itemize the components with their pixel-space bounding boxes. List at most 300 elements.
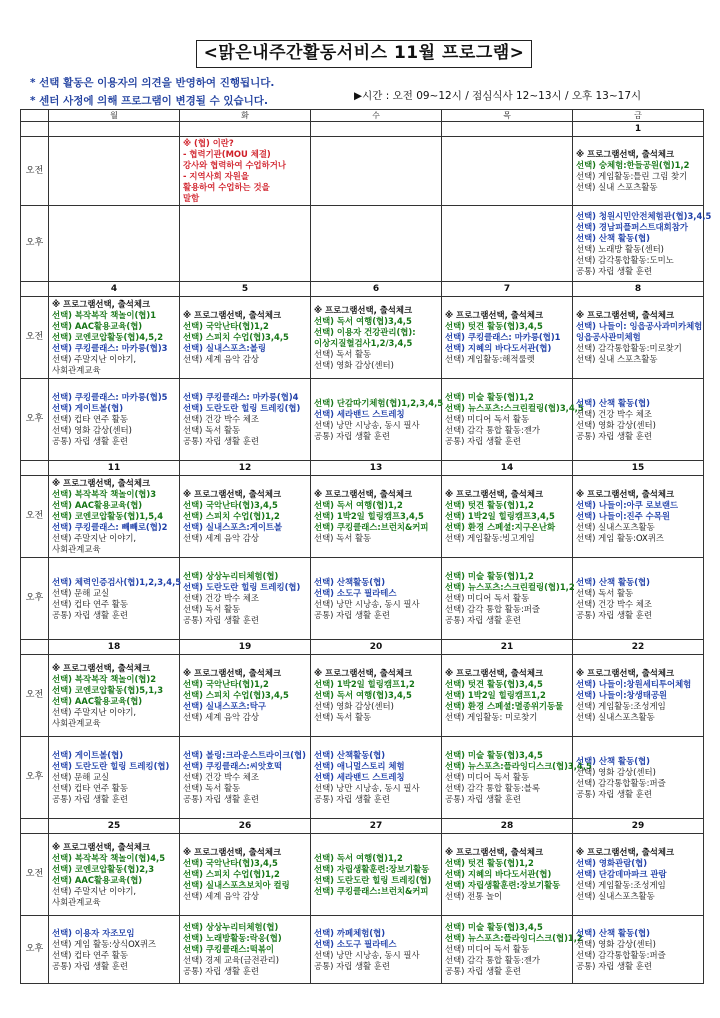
morning-program-cell [180,655,311,737]
afternoon-program-cell [442,379,584,461]
program-line: 선택) 실내스포츠활동 [576,712,655,722]
afternoon-program-cell [573,916,704,984]
program-line: 선택) 지혜의 바다도서관(협) [445,343,552,353]
program-line: 사회관계교육 [52,717,101,728]
program-line: 선택) 독서 활동 [183,783,241,793]
program-line: ※ 프로그램선택, 출석체크 [445,489,544,499]
program-line: 선택) 단감따기체험(협)1,2,3,4,5 [314,397,444,408]
program-line: 선택) 주말지난 이야기, [52,533,137,543]
corner-cell [21,110,49,122]
program-line: 선택) 스피치 수업(협)3,4,5 [183,332,289,342]
afternoon-program-cell [180,206,311,282]
morning-program-cell [49,834,180,916]
program-line: 선택) 산책활동(협) [314,576,386,587]
program-line: 사회관계교육 [52,896,101,907]
page-title: <맑은내주간활동서비스 11월 프로그램> [196,40,532,68]
date-cell: 14 [442,461,573,476]
program-line: ※ 프로그램선택, 출석체크 [314,304,413,315]
morning-program-cell [573,655,704,737]
program-line: 선택) 낭만 시낭송, 동시 필사 [314,949,420,960]
program-line: 공통) 자립 생활 훈련 [445,436,521,446]
session-label: 오전 [21,476,49,558]
program-line: 선택) 독서 활동 [183,425,241,435]
program-line: 선택) 쿠킹클래스: 빼빼로(협)2 [52,522,168,532]
program-line: 말함 [183,193,200,203]
program-line: 공통) 자립 생활 훈련 [314,960,390,971]
date-cell: 5 [180,282,311,297]
morning-program-cell [49,655,180,737]
program-line: 선택) 게임활동: 미로찾기 [445,712,538,722]
program-line: ※ 프로그램선택, 출석체크 [183,668,282,678]
program-line: 선택) 주말지난 이야기, [52,706,137,717]
program-line: 선택) 컵타 연주 활동 [52,949,128,960]
afternoon-program-cell [180,916,311,984]
program-line: ※ 프로그램선택, 출석체크 [183,489,282,499]
program-line: 선택) 복작복작 책놀이(협)3 [52,489,157,499]
program-calendar [20,109,712,984]
afternoon-program-cell [311,206,442,282]
program-line: 선택) 실내스포츠활동 [576,891,655,901]
program-line: 강사와 협력하여 수업하거나 [183,160,286,170]
program-line: 선택) 미디어 독서 활동 [445,944,530,954]
program-line: 선택) 산책 활동(협) [576,576,650,587]
program-line: 선택) 텃견 활동(협)3,4,5 [445,679,543,689]
session-label: 오전 [21,655,49,737]
morning-program-cell [311,137,442,206]
morning-row [21,137,704,206]
afternoon-program-cell [573,737,704,819]
date-cell: 21 [442,640,573,655]
morning-program-cell [180,137,311,206]
date-row [21,640,704,655]
program-line: 선택) 도란도란 힐링 트레킹(협) [183,582,301,592]
date-row [21,282,704,297]
weekday-header: 수 [311,110,442,122]
session-label: 오후 [21,206,49,282]
notice-line: * 선택 활동은 이용자의 의견을 반영하여 진행됩니다. [30,77,275,89]
program-line: 선택) 나들이:창생태공원 [576,690,667,700]
program-line: 선택) 실내스포츠보치아 컬링 [183,880,290,890]
program-line: 선택) 나들이:창원세티투어체험 [576,679,692,689]
program-line: 선택) 스피치 수업(협)1,2 [183,869,280,879]
program-line: 선택) 영화 감상(센터) [52,425,132,435]
program-line: 선택) 실내스포츠:볼링 [183,343,266,353]
program-line: 선택) 텃견 활동(협)1,2 [445,500,534,510]
session-label: 오후 [21,379,49,461]
program-line: 공통) 자립 생활 훈련 [52,794,128,804]
weekday-header: 금 [573,110,704,122]
program-line: 선택) 영화관람(협) [576,858,648,868]
date-cell: 22 [573,640,704,655]
program-line: ※ 프로그램선택, 출석체크 [183,847,282,857]
program-line: 선택) 이용자 자조모임 [52,927,135,938]
program-line: ※ 프로그램선택, 출석체크 [576,668,675,678]
afternoon-program-cell [49,916,180,984]
program-line: 선택) 산책 활동(협) [576,927,650,938]
date-cell: 4 [49,282,180,297]
program-line: ※ 프로그램선택, 출석체크 [52,299,151,309]
program-line: 선택) 실내 스포츠활동 [576,182,658,192]
program-line: 선택) 도란도란 힐링 트레킹(협) [183,403,301,413]
program-line: 선택) 감각 통합 활동:퍼즐 [445,604,540,614]
program-line: 선택) 도란도란 힐링 트레킹(협) [52,761,170,771]
program-line: 공통) 자립 생활 훈련 [183,966,259,976]
program-line: 공통) 자립 생활 훈련 [576,960,652,971]
program-line: 선택) 이용자 건강관리(협): [314,326,416,337]
weekday-header: 목 [442,110,573,122]
afternoon-program-cell [180,737,311,819]
program-line: 선택) 스피치 수업(협)1,2 [183,511,280,521]
program-line: 선택) AAC활용교육(협) [52,321,143,331]
morning-program-cell [573,834,704,916]
program-line: 선택) 독서 활동 [314,712,372,722]
session-label: 오후 [21,916,49,984]
date-cell: 25 [49,819,180,834]
program-line: 선택) 1박2일 힐링캠프1,2 [445,690,546,700]
program-line: 선택) 청원시민안전체험관(협)3,4,5 [576,210,712,221]
program-line: 선택) 건강 박수 체조 [576,598,652,609]
morning-row [21,476,704,558]
date-corner-cell [21,461,49,476]
afternoon-program-cell [180,379,311,461]
date-cell: 8 [573,282,704,297]
afternoon-program-cell [442,558,573,640]
program-line: 선택) 감각 통합 활동:젠가 [445,955,540,965]
program-line: 공통) 자립 생활 훈련 [183,436,259,446]
program-line: 선택) 영화 감상(센터) [314,701,394,711]
program-line: 선택) 국악난타(협)1,2 [183,321,269,331]
program-line: 선택) 미술 활동(협)3,4,5 [445,750,543,760]
afternoon-row [21,379,704,461]
program-line: 공통) 자립 생활 훈련 [52,960,128,971]
session-label: 오후 [21,558,49,640]
program-line: 선택) 스피치 수업(협)3,4,5 [183,690,289,700]
program-line: 공통) 자립 생활 훈련 [52,609,128,620]
date-row [21,461,704,476]
program-line: 선택) 산책활동(협) [314,750,386,760]
program-line: 선택) 도란도란 힐링 트레킹(협) [314,874,432,885]
program-line: 선택) 코엔코압활동(협)5,1,3 [52,684,164,695]
program-line: 선택) 까페체험(협) [314,927,386,938]
program-line: 선택) 실내스포츠:게이트볼 [183,522,283,532]
program-line: ※ 프로그램선택, 출석체크 [445,310,544,320]
program-line: 선택) 독서 여행(협)3,4,5 [314,315,412,326]
morning-program-cell [442,834,573,916]
program-line: 선택) 쿠킹클래스:브런치&커피 [314,522,429,532]
morning-program-cell [311,297,442,379]
weekday-header: 화 [180,110,311,122]
program-line: 선택) 자립생활훈련:장보기활동 [445,880,561,890]
program-line: 사회관계교육 [52,365,101,375]
program-line: 선택) 애니멀스토리 체험 [314,761,405,771]
program-line: 선택) 감각통합활동:퍼즐 [576,777,666,788]
program-line: 선택) 쿠킹클래스: 마카롱(협)3 [52,343,168,353]
program-line: 선택) 게임 활동:상식OX퀴즈 [52,938,157,949]
program-line: 선택) 환경 스페셜:멸종위기동물 [445,701,564,711]
program-line: 선택) 문해 교실 [52,772,110,782]
program-line: 선택) 환경 스페셜:지구온난화 [445,522,556,532]
date-cell: 28 [442,819,573,834]
morning-row [21,834,704,916]
date-cell: 26 [180,819,311,834]
program-line: 선택) 나들이: 잉읍공사과미카체험 [576,321,703,331]
program-line: ※ (협) 이란? [183,138,234,148]
program-line: 선택) 세라밴드 스트레칭 [314,408,405,419]
program-line: 사회관계교육 [52,544,101,554]
afternoon-program-cell [442,737,592,819]
afternoon-program-cell [180,558,311,640]
program-line: 선택) 코엔코압활동(협)1,5,4 [52,511,164,521]
program-line: 공통) 자립 생활 훈련 [576,265,652,276]
afternoon-row [21,206,704,282]
date-row [21,819,704,834]
program-line: 선택) 실내 스포츠활동 [576,354,658,364]
morning-program-cell [49,297,180,379]
date-cell: 20 [311,640,442,655]
program-line: 선택) 경남피플퍼스트대회참가 [576,221,688,232]
program-line: 공통) 자립 생활 훈련 [445,615,521,625]
program-line: 선택) 실내스포츠:탁구 [183,701,266,711]
afternoon-program-cell [573,206,712,282]
date-corner-cell [21,640,49,655]
program-line: 선택) 미술 활동(협)3,4,5 [445,922,543,932]
program-line: 선택) 뉴스포츠:스크린컬링(협)1,2 [445,582,575,592]
hours-info: ▶시간 : 오전 09~12시 / 점심식사 12~13시 / 오후 13~17시 [354,90,642,102]
date-cell: 12 [180,461,311,476]
program-line: - 협력기관(MOU 체결) [183,149,271,159]
date-cell: 1 [573,122,704,137]
program-line: 선택) 게임활동:틀린 그림 찾기 [576,171,688,181]
program-line: 선택) 미디어 독서 활동 [445,593,530,603]
program-line: 선택) 뉴스포츠:스크린컬링(협)3,4,5 [445,403,584,413]
program-line: 선택) 쿠킹클래스:떡볶이 [183,944,274,954]
session-label: 오전 [21,137,49,206]
weekday-header-row [21,110,704,122]
program-line: 선택) 미술 활동(협)1,2 [445,571,534,581]
program-line: 선택) 상상누리터체험(협) [183,922,279,932]
morning-program-cell [49,137,180,206]
session-label: 오전 [21,297,49,379]
program-line: 선택) 낭만 시낭송, 동시 필사 [314,598,420,609]
program-line: 공통) 자립 생활 훈련 [314,794,390,804]
afternoon-program-cell [49,206,180,282]
program-line: 선택) 게이트볼(협) [52,403,124,413]
program-line: 잉읍공사관미체험 [576,332,641,342]
date-cell: 19 [180,640,311,655]
program-line: ※ 프로그램선택, 출석체크 [576,847,675,857]
program-line: 선택) 뉴스포츠:플라잉디스크(협)3,4,5 [445,761,592,771]
afternoon-program-cell [573,558,704,640]
program-line: 선택) 쿠킹클래스: 마카롱(협)5 [52,392,168,402]
program-line: ※ 프로그램선택, 출석체크 [576,149,675,159]
program-line: 선택) 상상누리터체험(협) [183,571,279,581]
program-line: 선택) 국악난타(협)3,4,5 [183,500,278,510]
program-line: 선택) 독서 활동 [576,587,634,598]
date-cell [49,122,180,137]
morning-program-cell [311,834,442,916]
program-line: 선택) 건강 박수 체조 [183,772,259,782]
program-line: 선택) 낭만 시낭송, 동시 필사 [314,783,420,793]
program-line: 선택) 독서 여행(협)1,2 [314,500,403,510]
program-line: 선택) 감각통합활동:퍼즐 [576,949,666,960]
program-line: ※ 프로그램선택, 출석체크 [183,310,282,320]
date-corner-cell [21,122,49,137]
program-line: 선택) 게이트볼(협) [52,750,124,760]
program-line: 선택) 1박2일 힐링캠프1,2 [314,679,415,689]
afternoon-program-cell [311,558,442,640]
program-line: 선택) 건강 박수 체조 [576,408,652,419]
date-cell: 6 [311,282,442,297]
program-line: 선택) 뉴스포츠:플라잉디스크(협)1,2 [445,933,583,943]
program-line: 선택) 노래방 활동(센터) [576,243,664,254]
program-line: 선택) 컵타 연주 활동 [52,783,128,793]
program-line: 선택) 게임 활동:OX퀴즈 [576,533,664,543]
program-line: 선택) 단감데마파크 관람 [576,869,667,879]
morning-program-cell [180,297,311,379]
program-line: 선택) 1박2일 힐링캠프3,4,5 [445,511,555,521]
program-line: 선택) 감각통합활동:미로찾기 [576,343,682,353]
program-line: 공통) 자립 생활 훈련 [314,609,390,620]
weekday-header: 월 [49,110,180,122]
morning-program-cell [573,297,704,379]
afternoon-program-cell [311,737,442,819]
date-cell: 29 [573,819,704,834]
program-line: 선택) 세계 음악 감상 [183,533,259,543]
program-line: 선택) 독서 여행(협)3,4,5 [314,690,412,700]
date-cell: 27 [311,819,442,834]
program-line: 선택) 게임활동:빙고게임 [445,533,535,543]
afternoon-program-cell [49,737,180,819]
program-line: 선택) 감각통합활동:도미노 [576,254,674,265]
program-line: 선택) 건강 박수 체조 [183,414,259,424]
program-line: 선택) 지혜의 바다도서관(협) [445,869,552,879]
afternoon-program-cell [311,379,442,461]
program-line: 선택) 국악난타(협)1,2 [183,679,269,689]
program-line: 선택) 복작복작 책놀이(협)1 [52,310,157,320]
program-line: 선택) 건강 박수 체조 [183,593,259,603]
program-line: 선택) 주말지난 이야기, [52,885,137,896]
date-cell: 18 [49,640,180,655]
program-line: ※ 프로그램선택, 출석체크 [576,489,675,499]
program-line: 선택) 쿠킹클래스:씨앗호떡 [183,761,283,771]
program-line: 선택) 복작복작 책놀이(협)4,5 [52,852,166,863]
program-line: 선택) 문해 교실 [52,587,110,598]
program-line: 선택) 산책 활동(협) [576,397,650,408]
program-line: 선택) 소도구 필라테스 [314,938,397,949]
program-line: 선택) 체력인증검사(협)1,2,3,4,5 [52,576,182,587]
program-line: 선택) 영화 감상(센터) [576,766,656,777]
program-line: 선택) 미술 활동(협)1,2 [445,392,534,402]
program-line: 선택) 텃견 활동(협)1,2 [445,858,534,868]
morning-row [21,297,704,379]
morning-program-cell [311,655,442,737]
afternoon-row [21,737,704,819]
program-line: 공통) 자립 생활 훈련 [183,615,259,625]
program-line: ※ 프로그램선택, 출석체크 [52,841,151,852]
date-corner-cell [21,819,49,834]
program-line: 선택) 영화 감상(센터) [576,938,656,949]
program-line: 선택) 감각 통합 활동:젠가 [445,425,540,435]
morning-program-cell [49,476,180,558]
morning-program-cell [311,476,442,558]
date-cell: 7 [442,282,573,297]
date-cell [311,122,442,137]
morning-program-cell [442,297,573,379]
program-line: 선택) AAC활용교육(협) [52,695,143,706]
program-line: - 지역사회 자원을 [183,171,249,181]
program-line: 선택) 게임활동:조성게임 [576,701,666,711]
morning-program-cell [180,476,311,558]
program-line: 선택) 코엔코압활동(협)4,5,2 [52,332,164,342]
morning-program-cell [573,137,704,206]
program-line: 공통) 자립 생활 훈련 [576,430,652,441]
program-line: 선택) 게임활동:조성게임 [576,880,666,890]
program-line: 선택) 자립생활훈련:장보기활동 [314,863,430,874]
program-line: 선택) 숭체험:한들공원(협)1,2 [576,160,690,170]
program-line: 선택) 노래방활동:락옹(협) [183,933,282,943]
afternoon-program-cell [311,916,442,984]
program-line: 이상지질혈검사1,2/3,4,5 [314,337,413,348]
program-line: 공통) 자립 생활 훈련 [314,430,390,441]
program-line: ※ 프로그램선택, 출석체크 [445,668,544,678]
program-line: 선택) 전통 놀이 [445,891,503,901]
afternoon-program-cell [442,916,583,984]
program-line: 선택) 감각 통합 활동:블록 [445,783,540,793]
afternoon-program-cell [442,206,573,282]
program-line: 공통) 자립 생활 훈련 [445,966,521,976]
program-line: 공통) 자립 생활 훈련 [52,436,128,446]
program-line: ※ 프로그램선택, 출석체크 [314,668,413,678]
program-line: 선택) 텃견 활동(협)3,4,5 [445,321,543,331]
program-line: 선택) 미디어 독서 활동 [445,414,530,424]
afternoon-program-cell [573,379,704,461]
program-line: 선택) 산책 활동(협) [576,232,650,243]
program-line: 선택) 국악난타(협)3,4,5 [183,858,278,868]
program-line: 선택) 쿠킹클래스:브런치&커피 [314,885,429,896]
date-row [21,122,704,137]
date-cell: 15 [573,461,704,476]
morning-program-cell [573,476,704,558]
notice-line: * 센터 사정에 의해 프로그램이 변경될 수 있습니다. [30,95,268,107]
program-line: 공통) 자립 생활 훈련 [183,794,259,804]
morning-program-cell [180,834,311,916]
session-label: 오후 [21,737,49,819]
program-line: 공통) 자립 생활 훈련 [576,788,652,799]
program-line: 선택) 코엔코압활동(협)2,3 [52,863,155,874]
afternoon-row [21,558,704,640]
program-line: 선택) 나들이:아쿠 로보랜드 [576,500,679,510]
program-line: 선택) 낭만 시낭송, 동시 필사 [314,419,420,430]
program-line: 선택) 산책 활동(협) [576,755,650,766]
program-line: 선택) 컵타 연주 활동 [52,598,128,609]
program-line: ※ 프로그램선택, 출석체크 [314,489,413,499]
program-line: 선택) AAC활용교육(협) [52,874,143,885]
program-line: 선택) 주말지난 이야기, [52,354,137,364]
program-line: 선택) 세라밴드 스트레칭 [314,772,405,782]
morning-program-cell [442,476,573,558]
program-line: 선택) 실내스포츠활동 [576,522,655,532]
session-label: 오전 [21,834,49,916]
program-line: 선택) 나들이:진주 수목원 [576,511,670,521]
program-line: ※ 프로그램선택, 출석체크 [52,662,151,673]
program-line: ※ 프로그램선택, 출석체크 [445,847,544,857]
program-line: 선택) 독서 활동 [183,604,241,614]
program-line: 활용하여 수업하는 것을 [183,182,270,192]
date-cell [180,122,311,137]
program-line: 선택) 세계 음악 감상 [183,891,259,901]
date-cell: 13 [311,461,442,476]
program-line: 선택) 복작복작 책놀이(협)2 [52,673,157,684]
